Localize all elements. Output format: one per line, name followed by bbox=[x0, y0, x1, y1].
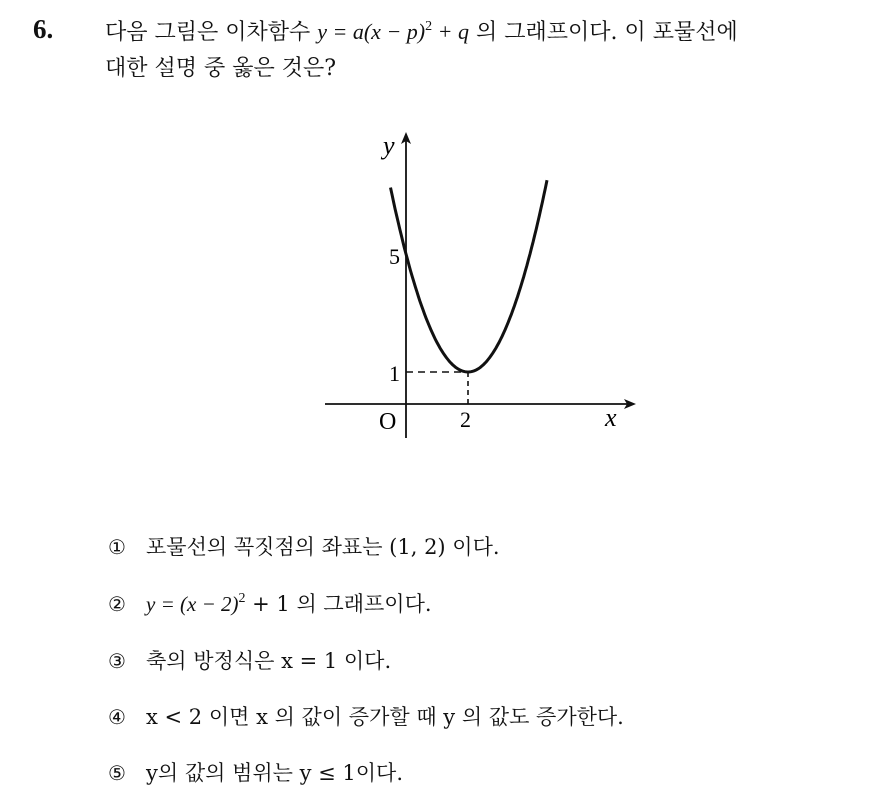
y-intercept-label: 5 bbox=[389, 244, 400, 269]
option-1[interactable] bbox=[108, 527, 500, 567]
stem-formula-exponent: 2 bbox=[425, 19, 433, 34]
option-5-mark: ⑤ bbox=[108, 761, 126, 785]
option-2[interactable] bbox=[108, 584, 432, 624]
stem-formula-tail: + q bbox=[432, 19, 469, 44]
option-4[interactable] bbox=[108, 697, 624, 737]
option-2-tail: + 1 의 그래프이다. bbox=[245, 592, 432, 616]
option-1-mark: ① bbox=[108, 535, 126, 559]
option-2-mark: ② bbox=[108, 592, 126, 616]
option-3-mark: ③ bbox=[108, 649, 126, 673]
x-axis-label: x bbox=[605, 403, 617, 432]
option-3[interactable] bbox=[108, 641, 391, 681]
option-5[interactable] bbox=[108, 753, 403, 793]
stem-line-2: 대한 설명 중 옳은 것은? bbox=[105, 56, 337, 81]
option-4-text: x < 2 이면 x 의 값이 증가할 때 y 의 값도 증가한다. bbox=[146, 705, 624, 729]
option-2-var: y bbox=[146, 592, 156, 616]
origin-label: O bbox=[379, 409, 397, 435]
y-axis-label: y bbox=[383, 131, 395, 160]
option-3-text: 축의 방정식은 x = 1 이다. bbox=[146, 649, 392, 673]
option-1-text: 포물선의 꼭짓점의 좌표는 (1, 2) 이다. bbox=[146, 535, 500, 559]
vertex-x-label: 2 bbox=[460, 407, 471, 432]
option-2-exponent: 2 bbox=[238, 591, 246, 606]
option-5-text: y의 값의 범위는 y ≤ 1이다. bbox=[146, 761, 404, 785]
question-number: 6. bbox=[33, 14, 54, 44]
parabola-curve bbox=[391, 180, 548, 372]
stem-formula-main: y = a(x − p) bbox=[317, 19, 426, 44]
vertex-y-label: 1 bbox=[389, 361, 400, 386]
stem-text-1a: 다음 그림은 이차함수 bbox=[105, 20, 318, 45]
option-2-formula: = (x − 2) bbox=[155, 592, 239, 616]
stem-text-1b: 의 그래프이다. 이 포물선에 bbox=[468, 20, 738, 45]
option-4-mark: ④ bbox=[108, 705, 126, 729]
